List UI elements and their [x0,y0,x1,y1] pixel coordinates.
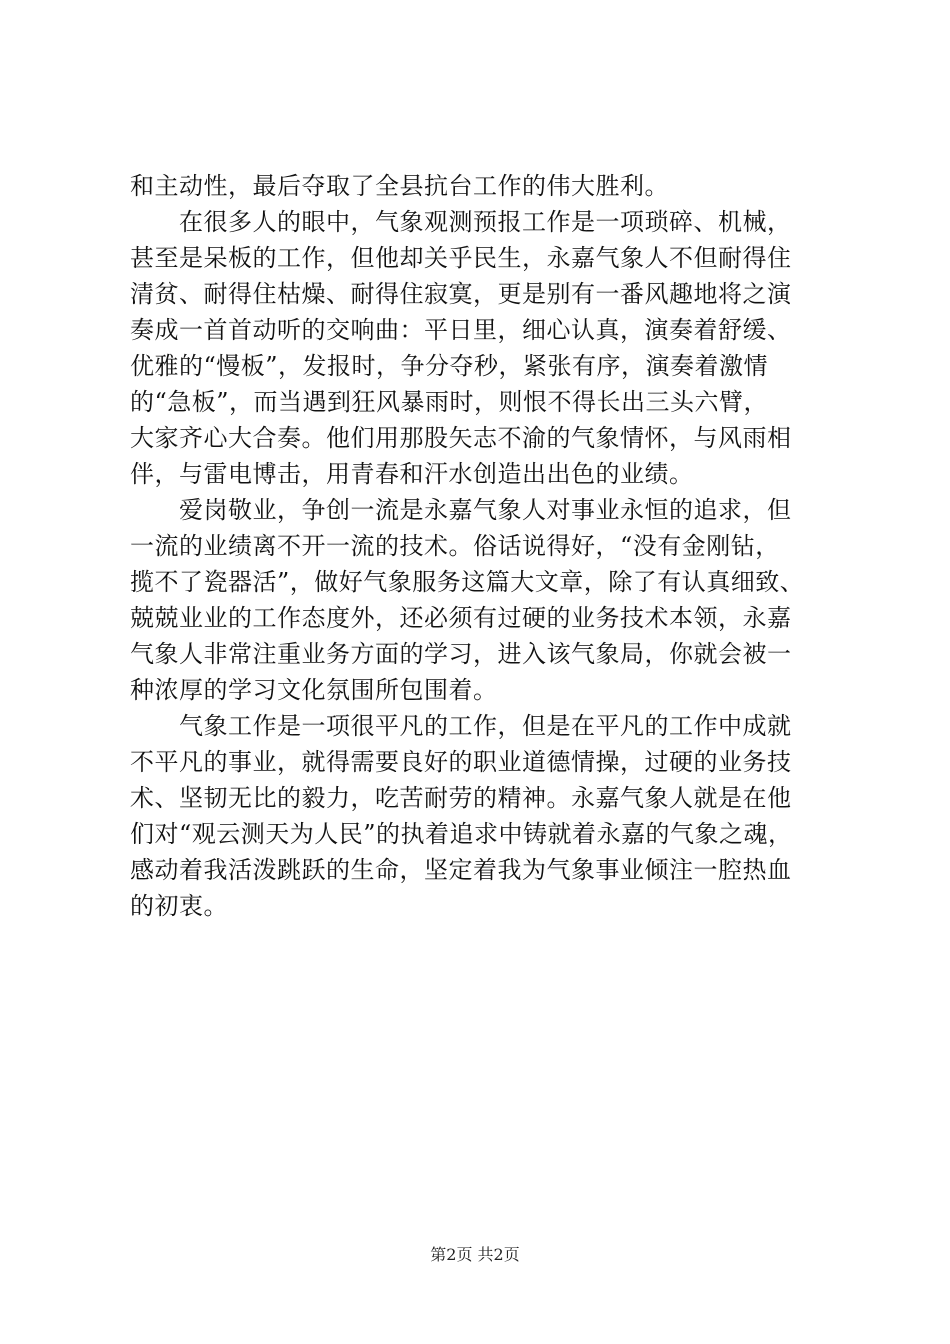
text-line: 奏成一首首动听的交响曲：平日里，细心认真，演奏着舒缓、 [130,316,792,344]
text-line: 在很多人的眼中，气象观测预报工作是一项琐碎、机械， [130,208,792,236]
page-footer [0,1244,950,1266]
text-line: 气象工作是一项很平凡的工作，但是在平凡的工作中成就 [130,712,792,740]
text-line: 一流的业绩离不开一流的技术。俗话说得好，“没有金刚钻， [130,532,780,560]
text-line: 兢兢业业的工作态度外，还必须有过硬的业务技术本领，永嘉 [130,604,792,632]
text-line: 们对“观云测天为人民”的执着追求中铸就着永嘉的气象之魂， [130,820,793,848]
text-line: 感动着我活泼跳跃的生命，坚定着我为气象事业倾注一腔热血 [130,856,792,884]
document-body [130,168,830,924]
text-line: 揽不了瓷器活”，做好气象服务这篇大文章，除了有认真细致、 [130,568,805,596]
text-line: 清贫、耐得住枯燥、耐得住寂寞，更是别有一番风趣地将之演 [130,280,792,308]
text-line: 气象人非常注重业务方面的学习，进入该气象局，你就会被一 [130,640,792,668]
text-line: 大家齐心大合奏。他们用那股矢志不渝的气象情怀，与风雨相 [130,424,792,452]
text-line: 的“急板”，而当遇到狂风暴雨时，则恨不得长出三头六臂， [130,388,769,416]
text-line: 伴，与雷电博击，用青春和汗水创造出出色的业绩。 [130,460,694,488]
text-line: 不平凡的事业，就得需要良好的职业道德情操，过硬的业务技 [130,748,792,776]
text-line: 和主动性，最后夺取了全县抗台工作的伟大胜利。 [130,172,669,200]
text-line: 种浓厚的学习文化氛围所包围着。 [130,676,498,704]
text-line: 的初衷。 [130,892,228,920]
text-line: 甚至是呆板的工作，但他却关乎民生，永嘉气象人不但耐得住 [130,244,792,272]
text-line: 爱岗敬业，争创一流是永嘉气象人对事业永恒的追求，但 [130,496,792,524]
text-line: 术、坚韧无比的毅力，吃苦耐劳的精神。永嘉气象人就是在他 [130,784,792,812]
page-number-label: 第2页 共2页 [430,1245,520,1264]
text-line: 优雅的“慢板”，发报时，争分夺秒，紧张有序，演奏着激情 [130,352,769,380]
